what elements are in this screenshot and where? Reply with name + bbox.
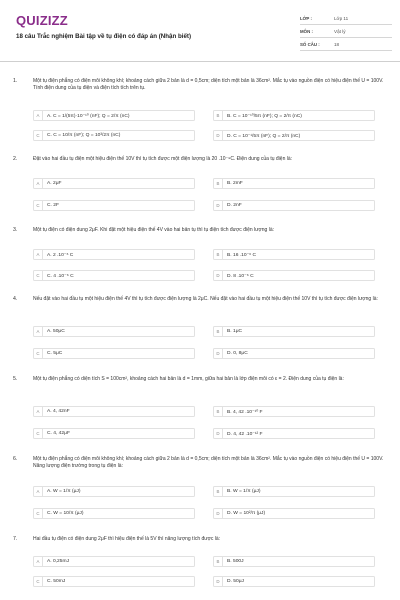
option-c[interactable]: [33, 270, 195, 281]
option-c[interactable]: [33, 130, 195, 141]
option-letter: B: [214, 250, 223, 259]
question-number: 3.: [13, 227, 18, 233]
option-letter: B: [214, 111, 223, 120]
option-text: C. 4, 42μF: [47, 431, 70, 436]
option-letter: C: [34, 201, 43, 210]
option-d[interactable]: [213, 348, 375, 359]
question-number: 1.: [13, 78, 18, 84]
question-text: Đặt vào hai đầu tụ điện một hiệu điện thế 10V thì tụ tích được một điện lượng là 20 .10⁻⁹C. Điện dung của tụ điện là:: [33, 156, 293, 162]
quizizz-logo[interactable]: QUIZIZZ: [16, 13, 68, 28]
page-title: 18 câu Trắc nghiệm Bài tập về tụ điện có đáp án (Nhận biết): [16, 33, 192, 40]
option-letter: C: [34, 349, 43, 358]
meta-value: Lớp 11: [334, 15, 349, 21]
option-letter: B: [214, 327, 223, 336]
option-letter: D: [214, 429, 223, 438]
option-letter: A: [34, 250, 43, 259]
option-text: C. 5μC: [47, 351, 63, 356]
option-text: D. 8 .10⁻⁶ C: [227, 273, 254, 279]
meta-key: SỐ CÂU :: [300, 41, 320, 47]
option-letter: C: [34, 271, 43, 280]
meta-value: 18: [334, 41, 340, 47]
option-d[interactable]: [213, 508, 375, 519]
option-c[interactable]: [33, 428, 195, 439]
option-text: C. 50mJ: [47, 579, 66, 584]
option-text: A. 2 .10⁻⁶ C: [47, 252, 74, 258]
page-header: [0, 0, 400, 62]
option-text: C. 2F: [47, 203, 59, 208]
option-text: A. 2μF: [47, 181, 62, 186]
option-letter: D: [214, 509, 223, 518]
option-text: C. C = 10/π (nF); Q = 10³/2π (nC): [47, 133, 121, 138]
option-letter: A: [34, 407, 43, 416]
question-number: 7.: [13, 536, 18, 542]
question-text: Một tụ điện phẳng có điện môi không khí; khoảng cách giữa 2 bản là d = 0,5cm; diện tích một bản là 36cm². Mắc tụ vào nguồn điện có hiệu điện thế U = 100V. Năng lượng điện trường trong tụ điện là:: [33, 456, 384, 470]
option-d[interactable]: [213, 130, 375, 141]
option-a[interactable]: [33, 249, 195, 260]
question-item: [0, 536, 400, 596]
option-text: B. W = 1/π (μJ): [227, 489, 261, 494]
option-b[interactable]: [213, 556, 375, 567]
option-text: B. C = 10⁻¹⁰/5π (nF); Q = 2/π (nC): [227, 113, 302, 119]
option-b[interactable]: [213, 249, 375, 260]
option-text: A. C = 1/(5π)·10⁻¹⁰ (nF); Q = 2/π (nC): [47, 113, 130, 119]
option-a[interactable]: [33, 486, 195, 497]
option-text: D. 50μJ: [227, 579, 244, 584]
option-d[interactable]: [213, 200, 375, 211]
question-number: 6.: [13, 456, 18, 462]
option-text: D. 4, 42 .10⁻¹² F: [227, 431, 263, 437]
option-letter: A: [34, 179, 43, 188]
question-number: 2.: [13, 156, 18, 162]
option-text: C. 4 .10⁻⁶ C: [47, 273, 74, 279]
option-c[interactable]: [33, 576, 195, 587]
question-text: Một tụ điện phẳng có diện tích S = 100cm², khoảng cách hai bản là d = 1mm, giữa hai bản là lớp điện môi có ε = 2. Điện dung của tụ điện là:: [33, 376, 344, 382]
option-letter: B: [214, 407, 223, 416]
option-a[interactable]: [33, 326, 195, 337]
option-letter: D: [214, 577, 223, 586]
meta-row-count: [300, 38, 392, 51]
option-b[interactable]: [213, 326, 375, 337]
option-letter: D: [214, 201, 223, 210]
option-letter: D: [214, 349, 223, 358]
option-text: D. W = 10²/π (μJ): [227, 511, 266, 516]
meta-row-subject: [300, 25, 392, 38]
question-item: [0, 456, 400, 526]
option-text: D. 0, 8μC: [227, 351, 248, 356]
question-item: [0, 376, 400, 446]
option-text: A. 0,25mJ: [47, 559, 70, 564]
option-b[interactable]: [213, 486, 375, 497]
option-letter: D: [214, 271, 223, 280]
option-text: A. W = 1/π (μJ): [47, 489, 81, 494]
option-c[interactable]: [33, 508, 195, 519]
option-a[interactable]: [33, 556, 195, 567]
option-text: A. 4, 42nF: [47, 409, 70, 414]
meta-value: Vật lý: [334, 28, 346, 34]
option-letter: C: [34, 131, 43, 140]
option-text: B. 1μC: [227, 329, 243, 334]
question-item: [0, 296, 400, 366]
option-letter: B: [214, 557, 223, 566]
option-text: D. C = 10⁻¹/5π (nF); Q = 2/π (nC): [227, 133, 301, 139]
option-d[interactable]: [213, 270, 375, 281]
meta-key: LỚP :: [300, 15, 312, 21]
option-letter: C: [34, 509, 43, 518]
option-d[interactable]: [213, 576, 375, 587]
option-a[interactable]: [33, 406, 195, 417]
option-d[interactable]: [213, 428, 375, 439]
option-letter: A: [34, 111, 43, 120]
option-b[interactable]: [213, 178, 375, 189]
option-a[interactable]: [33, 110, 195, 121]
option-a[interactable]: [33, 178, 195, 189]
question-text: Hai đầu tụ điện có điện dung 2μF thì hiệu điện thế là 5V thì năng lượng tích được là:: [33, 536, 221, 542]
option-letter: A: [34, 327, 43, 336]
question-item: [0, 78, 400, 148]
option-letter: D: [214, 131, 223, 140]
question-number: 4.: [13, 296, 18, 302]
option-letter: A: [34, 557, 43, 566]
option-letter: C: [34, 429, 43, 438]
option-letter: A: [34, 487, 43, 496]
question-item: [0, 227, 400, 287]
question-text: Nếu đặt vào hai đầu tụ một hiệu điện thế 4V thì tụ tích được điện lượng là 2μC. Nếu đặt vào hai đầu tụ một hiệu điện thế 10V thì tụ tích được điện lượng là:: [33, 296, 378, 302]
option-text: B. 500J: [227, 559, 244, 564]
option-letter: C: [34, 577, 43, 586]
option-b[interactable]: [213, 110, 375, 121]
meta-row-class: [300, 12, 392, 25]
option-text: C. W = 10/π (μJ): [47, 511, 84, 516]
option-letter: B: [214, 487, 223, 496]
meta-key: MÔN :: [300, 28, 313, 34]
question-number: 5.: [13, 376, 18, 382]
option-text: D. 2nF: [227, 203, 242, 208]
option-text: B. 4, 42 .10⁻¹⁰ F: [227, 409, 263, 415]
option-c[interactable]: [33, 348, 195, 359]
quiz-meta-table: [300, 12, 392, 51]
option-text: B. 16 .10⁻⁶ C: [227, 252, 257, 258]
option-text: B. 2mF: [227, 181, 243, 186]
question-text: Một tụ điện phẳng có điện môi không khí; khoảng cách giữa 2 bản là d = 0,5cm; diện tích một bản là 36cm². Mắc tụ vào nguồn điện có hiệu điện thế U = 100V. Tính điện dung của tụ điện và điện tích tích trên tụ.: [33, 78, 384, 92]
question-item: [0, 156, 400, 216]
option-text: A. 50μC: [47, 329, 65, 334]
option-letter: B: [214, 179, 223, 188]
question-text: Một tụ điện có điện dung 2μF. Khi đặt một hiệu điện thế 4V vào hai bản tụ thì tụ điện tích được điện lượng là:: [33, 227, 275, 233]
option-b[interactable]: [213, 406, 375, 417]
option-c[interactable]: [33, 200, 195, 211]
